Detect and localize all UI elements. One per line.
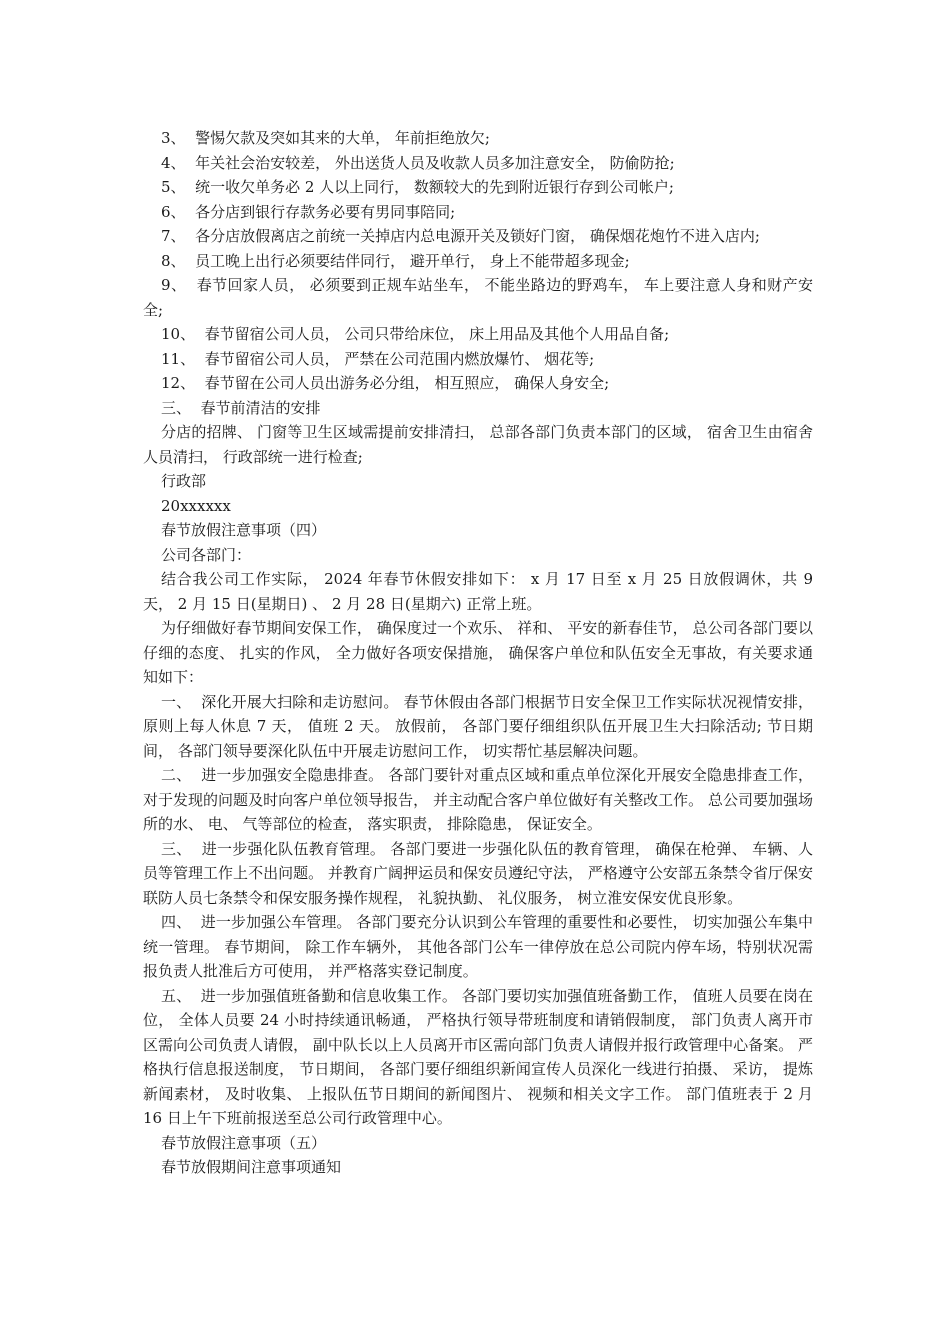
list-item-9: 9、 春节回家人员， 必须要到正规车站坐车， 不能坐路边的野鸡车， 车上要注意人身和财产安全;: [143, 276, 813, 319]
list-item-12: 12、 春节留在公司人员出游务必分组， 相互照应， 确保人身安全;: [161, 374, 610, 392]
section-heading-cleaning: 三、 春节前清洁的安排: [161, 398, 321, 417]
list-item-5: 5、 统一收欠单务必 2 人以上同行， 数额较大的先到附近银行存到公司帐户;: [161, 178, 674, 196]
security-intro-paragraph: 为仔细做好春节期间安保工作， 确保度过一个欢乐、 祥和、 平安的新春佳节， 总公司各部门要以仔细的态度、 扎实的作风， 全力做好各项安保措施， 确保客户单位和队伍安全无事故，有关要求通知如下：: [143, 619, 813, 686]
section-title-four: 春节放假注意事项（四）: [161, 521, 327, 539]
requirement-one: 一、 深化开展大扫除和走访慰问。 春节休假由各部门根据节日安全保卫工作实际状况视情安排， 原则上每人休息 7 天， 值班 2 天。 放假前， 各部门要仔细组织队伍开展卫生大扫除活动; 节日期间， 各部门领导要深化队伍中开展走访慰问工作， 切实帮忙基层解决问题。: [143, 692, 818, 760]
requirement-three: 三、 进一步强化队伍教育管理。 各部门要进一步强化队伍的教育管理， 确保在枪弹、 车辆、人员等管理工作上不出问题。 并教育广阔押运员和保安员遵纪守法， 严格遵守公安部五条禁令省厅保安联防人员七条禁令和保安服务操作规程， 礼貌执勤、 礼仪服务， 树立淮安保安优良形象。: [143, 839, 813, 907]
requirement-four: 四、 进一步加强公车管理。 各部门要充分认识到公车管理的重要性和必要性， 切实加强公车集中统一管理。 春节期间， 除工作车辆外， 其他各部门公车一律停放在总公司院内停车场，特别状况需报负责人批准后方可使用， 并严格落实登记制度。: [143, 913, 813, 980]
section-title-five: 春节放假注意事项（五）: [161, 1133, 327, 1152]
list-item-6: 6、 各分店到银行存款务必要有男同事陪同;: [161, 202, 456, 221]
list-item-3: 3、 警惕欠款及突如其来的大单， 年前拒绝放欠;: [161, 129, 490, 147]
list-item-11: 11、 春节留宿公司人员， 严禁在公司范围内燃放爆竹、 烟花等;: [161, 349, 595, 368]
list-item-4: 4、 年关社会治安较差， 外出送货人员及收款人员多加注意安全， 防偷防抢;: [161, 153, 675, 172]
holiday-schedule-paragraph: 结合我公司工作实际， 2024 年春节休假安排如下： x 月 17 日至 x 月 25 日放假调休，共 9 天， 2 月 15 日(星期日) 、 2 月 28 日(星期六) 正常上班。: [143, 570, 818, 613]
list-item-10: 10、 春节留宿公司人员， 公司只带给床位， 床上用品及其他个人用品自备;: [161, 325, 670, 343]
signature-department: 行政部: [161, 472, 207, 490]
salutation: 公司各部门：: [161, 545, 252, 564]
requirement-two: 二、 进一步加强安全隐患排查。 各部门要针对重点区域和重点单位深化开展安全隐患排查工作， 对于发现的问题及时向客户单位领导报告， 并主动配合客户单位做好有关整改工作。 总公司要加强场所的水、 电、 气等部位的检查， 落实职责， 排除隐患， 保证安全。: [143, 766, 818, 833]
requirement-five: 五、 进一步加强值班备勤和信息收集工作。 各部门要切实加强值班备勤工作， 值班人员要在岗在位， 全体人员要 24 小时持续通讯畅通， 严格执行领导带班制度和请销假制度， 部门负责人离开市区需向公司负责人请假， 副中队长以上人员离开市区需向部门负责人请假并报行政管理中心备案。 严格执行信息报送制度， 节日期间， 各部门要仔细组织新闻宣传人员深化一线进行拍摄、 采访， 提炼新闻素材， 及时收集、 上报队伍节日期间的新闻图片、 视频和相关文字工作。 部门值班表于 2 月 16 日上午下班前报送至总公司行政管理中心。: [143, 986, 818, 1127]
document-body: [143, 126, 818, 1180]
list-item-7: 7、 各分店放假离店之前统一关掉店内总电源开关及锁好门窗， 确保烟花炮竹不进入店内;: [161, 227, 760, 245]
signature-date: 20xxxxxx: [161, 496, 231, 515]
notice-title: 春节放假期间注意事项通知: [161, 1158, 342, 1176]
list-item-8: 8、 员工晚上出行必须要结伴同行， 避开单行， 身上不能带超多现金;: [161, 251, 630, 270]
cleaning-paragraph: 分店的招牌、 门窗等卫生区域需提前安排清扫， 总部各部门负责本部门的区域， 宿舍卫生由宿舍人员清扫， 行政部统一进行检查;: [143, 423, 813, 466]
